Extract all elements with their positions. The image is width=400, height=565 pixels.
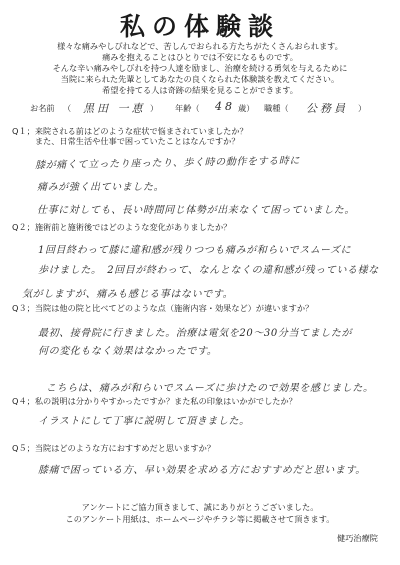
answer-4-line-1: イラストにして丁寧に説明して頂きました。 [38,416,250,427]
question-text: 施術前と施術後ではどのような変化がありましたか？ [34,222,232,232]
name-open-paren: （ [63,103,72,113]
question-text: また、日常生活や仕事で困っていたことはなんですか？ [34,136,240,146]
age-label: 年齢（ [175,103,200,113]
question-text: 当院は他の院と比べてどのような点（施術内容・効果など）が違いますか？ [34,303,314,313]
answer-1-line-3: 仕事に対しても、長い時間同じ体勢が出来なくて困っていました。 [37,205,355,216]
answer-3-line-4: こちらは、痛みが和らいでスムーズに歩けたので効果を感じました。 [46,383,374,394]
closing-text: アンケートにご協力頂きまして、誠にありがとうございました。 このアンケート用紙は、ホームページやチラシ等に掲載させて頂きます。 [65,502,335,524]
question-2 [12,222,231,232]
intro-text: 様々な痛みやしびれなどで、苦しんでおられる方たちがたくさんおられます。 痛みを抱えることはひとりでは不安になるものです。 そんな辛い痛みやしびれを持つ人達を励まし、治療を続ける勇気を与えるために 当院に来られた先輩としてあなたの良くなられた体験談を教えてください。 希望を持てる人は奇跡の結果を見ることができます。 [52,41,348,95]
question-number: Q５； [12,443,35,453]
question-number: Q４； [12,396,35,406]
profile-row [0,100,400,117]
answer-3-line-2: 何の変化もなく効果はなかったです。 [38,346,218,357]
question-text: 当院はどのような方におすすめだと思いますか？ [34,443,216,453]
answer-2-line-1: 1回目終わって膝に違和感が残りつつも痛みが和らいでスムーズに [38,245,352,256]
answer-5-line-1: 膝痛で困っている方、早い効果を求める方におすすめだと思います。 [38,465,366,476]
question-number: Q２； [12,222,35,232]
job-value: 公務員 [306,102,348,115]
answer-1-line-2: 痛みが強く出ていました。 [37,182,165,193]
answer-2-line-3: 気がしますが、痛みも感じる事はないです。 [22,289,234,300]
answer-3-line-1: 最初、接骨院に行きました。治療は電気を20～30分当てましたが [38,328,353,339]
question-number: Q３； [12,303,35,313]
question-5 [12,443,215,453]
question-3 [12,303,313,313]
job-label: 職種（ [264,103,289,113]
job-close-paren: ） [358,103,367,113]
name-value: 黒田 一恵 [83,102,146,115]
clinic-name: 健巧治療院 [337,533,378,543]
page-title: 私の体験談 [119,12,280,41]
answer-2-line-2: 歩けました。 2回目が終わって、なんとなくの違和感が残っている様な [38,265,379,276]
age-unit: 歳） [238,103,255,113]
question-4 [12,396,297,406]
answer-1-line-1: 膝が痛くて立ったり座ったり、歩く時の動作をする時に [34,155,301,172]
name-close-paren: ） [150,103,159,113]
question-1 [12,126,248,146]
question-text: 来院される前はどのような症状で悩まされていましたか？ [34,126,248,136]
age-value: 48 [215,100,235,113]
name-label: お名前 [30,103,55,113]
question-text: 私の説明は分かりやすかったですか？また私の印象はいかがでしたか？ [34,396,297,406]
question-number: Q１； [12,126,35,136]
